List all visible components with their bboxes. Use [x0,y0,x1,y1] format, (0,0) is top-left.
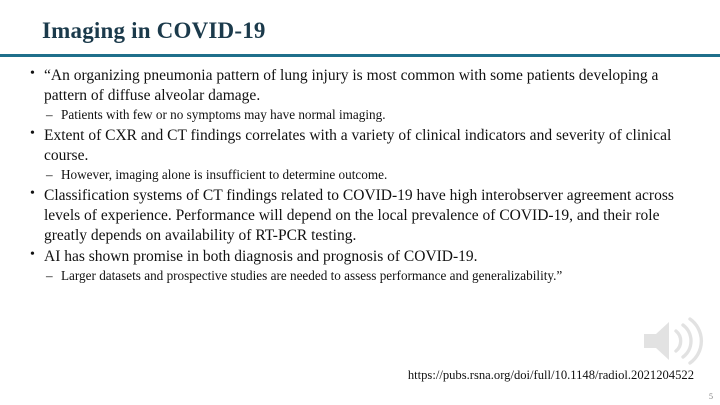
sub-bullet-list [44,107,692,124]
speaker-icon[interactable] [638,315,704,367]
sub-bullet-list [44,268,692,285]
sub-bullet-text: Patients with few or no symptoms may have normal imaging. [61,107,386,123]
list-item [44,268,692,285]
list-item [28,247,692,285]
source-link[interactable]: https://pubs.rsna.org/doi/full/10.1148/radiol.2021204522 [407,368,694,382]
bullet-text: AI has shown promise in both diagnosis and prognosis of COVID-19. [44,247,478,265]
page-title: Imaging in COVID-19 [42,18,266,43]
list-item [28,126,692,184]
sub-bullet-list [44,167,692,184]
bullet-text: Extent of CXR and CT findings correlates with a variety of clinical indicators and severity of clinical course. [44,126,672,164]
sub-bullet-text: Larger datasets and prospective studies are needed to assess performance and generalizability.” [61,268,563,284]
bullet-list [28,66,692,285]
list-item [44,167,692,184]
bullet-text: “An organizing pneumonia pattern of lung injury is most common with some patients developing a pattern of diffuse alveolar damage. [44,67,659,105]
slide-body [28,66,692,287]
bullet-text: Classification systems of CT findings related to COVID-19 have high interobserver agreement across levels of experience. Performance will depend on the local prevalence of COVID-19, and their role greatly depends on availability of RT-PCR testing. [44,186,674,244]
title-divider [0,54,720,57]
list-item [28,66,692,124]
page-number: 5 [709,392,713,401]
list-item [28,186,692,246]
sub-bullet-text: However, imaging alone is insufficient to determine outcome. [61,167,388,183]
list-item [44,107,692,124]
